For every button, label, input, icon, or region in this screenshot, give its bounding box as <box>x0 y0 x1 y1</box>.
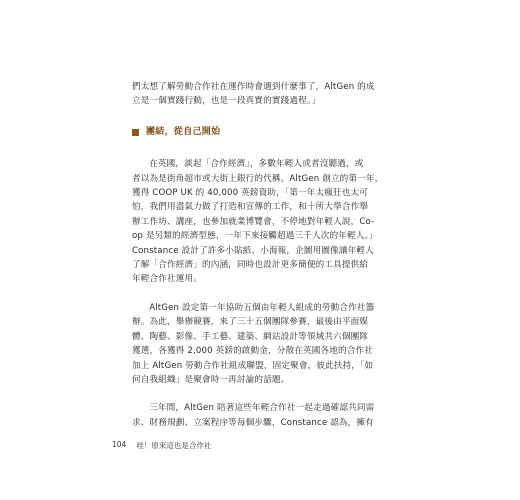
paragraph-3: 三年間，AltGen 陪著這些年輕合作社一起走過確認共同需 求、財務規劃、立案程序等每個步驟，Constance 認為，擁有 <box>132 403 375 428</box>
intro-paragraph: 們太想了解勞動合作社在運作時會遇到什麼事了，AltGen 的成 立是一個實踐行動，也是一段真實的實踐過程。」 <box>132 82 375 107</box>
section-heading <box>132 125 394 139</box>
page-footer <box>112 440 211 451</box>
square-bullet-icon <box>132 129 139 136</box>
body-text <box>132 80 394 430</box>
paragraph-2: AltGen 設定第一年協助五個由年輕人組成的勞動合作社籌 辦。為此，舉辦競賽，來了三十五個團隊參賽，最後由平面媒 體、陶藝、影像、手工藝、建築、網站設計等領域共六個團隊 獲選，各獲得 2,000 英鎊的啟動金，分散在英國各地的合作社 加上 AltGen 勞動合作社組成聯盟，固定聚會，彼此扶持，「如 何自我組織」是聚會時一再討論的話題。 <box>132 302 375 385</box>
running-title: 哇！原來這也是合作社 <box>136 441 212 450</box>
section-title: 團結，從自己開始 <box>146 126 221 137</box>
page-number: 104 <box>112 440 127 449</box>
paragraph-1: 在英國，談起「合作經濟」，多數年輕人或者沒聽過，或 者以為是街角超市或大街上銀行的代稱。AltGen 創立的第一年， 獲得 COOP UK 的 40,000 英鎊資助，「第一年太瘋狂也太可 怕，我們用盡氣力做了打造和宣傳的工作，和十所大學合作舉 辦工作坊、講座，也參加就業博覽會，不停地對年輕人說，Co- op 是另類的經濟型態，一年下來接觸超過三千人次的年輕人。」 Constance 設計了許多小貼紙、小海報，企圖用圖像讓年輕人 了解「合作經濟」的內涵，同時也設計更多簡便的工具提供給 年輕合作社運用。 <box>132 159 384 285</box>
